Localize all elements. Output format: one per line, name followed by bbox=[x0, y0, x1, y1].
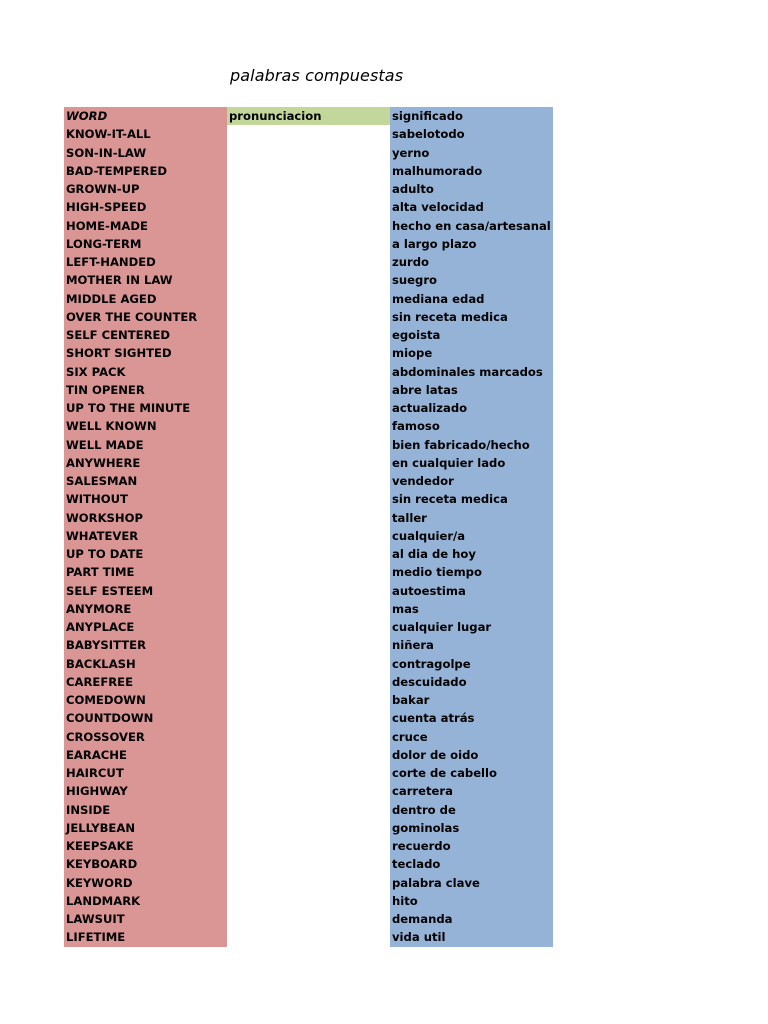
meaning-cell: adulto bbox=[392, 182, 434, 196]
meaning-cell: zurdo bbox=[392, 255, 429, 269]
word-cell: JELLYBEAN bbox=[66, 820, 136, 835]
word-cell: EARACHE bbox=[66, 747, 127, 762]
word-cell: KNOW-IT-ALL bbox=[66, 127, 151, 142]
word-cell: WITHOUT bbox=[66, 492, 128, 507]
pronunciation-cell bbox=[227, 855, 390, 873]
meaning-cell: famoso bbox=[392, 419, 440, 434]
pronunciation-cell bbox=[227, 746, 390, 764]
meaning-cell: recuerdo bbox=[392, 839, 451, 853]
meaning-cell: cuenta atrás bbox=[392, 711, 475, 726]
word-cell: WHATEVER bbox=[66, 528, 139, 543]
meaning-cell: demanda bbox=[392, 912, 453, 926]
pronunciation-cell bbox=[227, 764, 390, 782]
pronunciation-cell bbox=[227, 691, 390, 709]
word-cell: BAD-TEMPERED bbox=[66, 163, 168, 178]
meaning-cell: actualizado bbox=[392, 401, 468, 415]
meaning-cell: carretera bbox=[392, 784, 453, 799]
word-cell: HIGHWAY bbox=[66, 784, 128, 799]
meaning-cell: dolor de oido bbox=[392, 747, 479, 762]
meaning-cell: gominolas bbox=[392, 820, 460, 835]
word-cell: KEEPSAKE bbox=[66, 839, 134, 853]
pronunciation-cell bbox=[227, 198, 390, 216]
pronunciation-cell bbox=[227, 472, 390, 490]
meaning-cell: sabelotodo bbox=[392, 127, 465, 142]
pronunciation-cell bbox=[227, 801, 390, 819]
word-cell: TIN OPENER bbox=[66, 382, 145, 397]
word-cell: KEYBOARD bbox=[66, 857, 138, 872]
pronunciation-cell bbox=[227, 381, 390, 399]
word-cell: ANYMORE bbox=[66, 601, 132, 616]
pronunciation-cell bbox=[227, 837, 390, 855]
pronunciation-cell bbox=[227, 454, 390, 472]
word-cell: WELL MADE bbox=[66, 437, 144, 452]
pronunciation-column bbox=[227, 107, 390, 947]
pronunciation-cell bbox=[227, 582, 390, 600]
pronunciation-cell bbox=[227, 928, 390, 946]
word-cell: UP TO DATE bbox=[66, 547, 144, 561]
word-cell: COUNTDOWN bbox=[66, 711, 154, 726]
meaning-cell: yerno bbox=[392, 145, 430, 160]
meaning-cell: cualquier lugar bbox=[392, 620, 492, 634]
word-cell: PART TIME bbox=[66, 565, 135, 580]
pronunciation-cell bbox=[227, 673, 390, 691]
pronunciation-cell bbox=[227, 363, 390, 381]
word-cell: MOTHER IN LAW bbox=[66, 273, 173, 288]
word-cell: ANYPLACE bbox=[66, 620, 135, 634]
word-cell: SELF ESTEEM bbox=[66, 583, 154, 598]
word-cell: LEFT-HANDED bbox=[66, 255, 156, 269]
word-cell: MIDDLE AGED bbox=[66, 291, 157, 306]
meaning-cell: descuidado bbox=[392, 674, 467, 689]
pronunciation-cell bbox=[227, 545, 390, 563]
pronunciation-cell bbox=[227, 436, 390, 454]
pronunciation-cell bbox=[227, 162, 390, 180]
word-cell: SHORT SIGHTED bbox=[66, 346, 172, 361]
meaning-cell: palabra clave bbox=[392, 875, 480, 890]
pronunciation-cell bbox=[227, 417, 390, 435]
meaning-cell: mediana edad bbox=[392, 291, 485, 306]
word-cell: BACKLASH bbox=[66, 656, 136, 671]
meaning-cell: miope bbox=[392, 346, 433, 361]
pronunciation-cell bbox=[227, 125, 390, 143]
meaning-cell: alta velocidad bbox=[392, 200, 484, 215]
pronunciation-cell bbox=[227, 290, 390, 308]
pronunciation-cell bbox=[227, 253, 390, 271]
meaning-cell: malhumorado bbox=[392, 163, 483, 178]
pronunciation-cell bbox=[227, 509, 390, 527]
meaning-cell: medio tiempo bbox=[392, 565, 482, 580]
meaning-cell: al dia de hoy bbox=[392, 547, 476, 561]
pronunciation-cell bbox=[227, 709, 390, 727]
word-cell: KEYWORD bbox=[66, 875, 133, 890]
meaning-cell: autoestima bbox=[392, 583, 466, 598]
pronunciation-cell bbox=[227, 618, 390, 636]
pronunciation-cell bbox=[227, 600, 390, 618]
pronunciation-cell bbox=[227, 144, 390, 162]
page-title: palabras compuestas bbox=[230, 66, 404, 85]
word-cell: LONG-TERM bbox=[66, 236, 142, 251]
pronunciation-cell bbox=[227, 874, 390, 892]
word-cell: SON-IN-LAW bbox=[66, 145, 147, 160]
word-cell: WELL KNOWN bbox=[66, 419, 157, 434]
pronunciation-cell bbox=[227, 344, 390, 362]
word-cell: HOME-MADE bbox=[66, 218, 148, 233]
pronunciation-header: pronunciacion bbox=[227, 107, 390, 125]
pronunciation-cell bbox=[227, 399, 390, 417]
word-cell: OVER THE COUNTER bbox=[66, 309, 198, 324]
meaning-cell: dentro de bbox=[392, 802, 456, 817]
meaning-cell: en cualquier lado bbox=[392, 455, 506, 470]
word-cell: SELF CENTERED bbox=[66, 328, 171, 342]
meaning-cell: bakar bbox=[392, 693, 430, 707]
meaning-cell: sin receta medica bbox=[392, 309, 508, 324]
meaning-cell: egoista bbox=[392, 328, 441, 342]
pronunciation-cell bbox=[227, 636, 390, 654]
meaning-cell: vendedor bbox=[392, 474, 454, 488]
word-cell: SIX PACK bbox=[66, 364, 126, 379]
pronunciation-cell bbox=[227, 217, 390, 235]
meaning-cell: suegro bbox=[392, 273, 437, 288]
pronunciation-cell bbox=[227, 271, 390, 289]
meaning-cell: niñera bbox=[392, 638, 434, 653]
meaning-column bbox=[390, 107, 553, 947]
word-cell: CAREFREE bbox=[66, 674, 134, 689]
pronunciation-cell bbox=[227, 655, 390, 673]
word-cell: GROWN-UP bbox=[66, 182, 140, 196]
meaning-cell: cualquier/a bbox=[392, 528, 466, 543]
meaning-cell: teclado bbox=[392, 857, 441, 872]
pronunciation-cell bbox=[227, 235, 390, 253]
pronunciation-cell bbox=[227, 308, 390, 326]
meaning-cell: hecho en casa/artesanal bbox=[392, 218, 551, 233]
word-cell: COMEDOWN bbox=[66, 693, 146, 707]
word-cell: HIGH-SPEED bbox=[66, 200, 147, 215]
word-cell: UP TO THE MINUTE bbox=[66, 401, 191, 415]
meaning-cell: a largo plazo bbox=[392, 236, 477, 251]
meaning-cell: cruce bbox=[392, 729, 428, 744]
pronunciation-cell bbox=[227, 892, 390, 910]
pronunciation-cell bbox=[227, 527, 390, 545]
meaning-header: significado bbox=[392, 109, 463, 123]
pronunciation-cell bbox=[227, 910, 390, 928]
pronunciation-cell bbox=[227, 782, 390, 800]
word-cell: INSIDE bbox=[66, 802, 111, 817]
word-cell: LANDMARK bbox=[66, 893, 141, 908]
pronunciation-cell bbox=[227, 563, 390, 581]
word-header: WORD bbox=[66, 109, 108, 123]
pronunciation-cell bbox=[227, 326, 390, 344]
word-cell: BABYSITTER bbox=[66, 638, 147, 653]
meaning-cell: corte de cabello bbox=[392, 766, 497, 780]
meaning-cell: abre latas bbox=[392, 382, 458, 397]
word-cell: LAWSUIT bbox=[66, 912, 125, 926]
meaning-cell: abdominales marcados bbox=[392, 364, 543, 379]
pronunciation-cell bbox=[227, 728, 390, 746]
meaning-cell: hito bbox=[392, 893, 418, 908]
word-cell: HAIRCUT bbox=[66, 766, 124, 780]
meaning-cell: taller bbox=[392, 510, 427, 525]
word-cell: ANYWHERE bbox=[66, 455, 141, 470]
pronunciation-cell bbox=[227, 180, 390, 198]
meaning-cell: bien fabricado/hecho bbox=[392, 437, 530, 452]
meaning-cell: mas bbox=[392, 601, 419, 616]
pronunciation-cell bbox=[227, 819, 390, 837]
meaning-cell: sin receta medica bbox=[392, 492, 508, 507]
meaning-cell: contragolpe bbox=[392, 656, 471, 671]
word-column bbox=[64, 107, 227, 947]
word-cell: CROSSOVER bbox=[66, 729, 145, 744]
word-cell: SALESMAN bbox=[66, 474, 138, 488]
word-cell: LIFETIME bbox=[66, 930, 126, 945]
meaning-cell: vida util bbox=[392, 930, 446, 945]
word-cell: WORKSHOP bbox=[66, 510, 143, 525]
pronunciation-cell bbox=[227, 490, 390, 508]
